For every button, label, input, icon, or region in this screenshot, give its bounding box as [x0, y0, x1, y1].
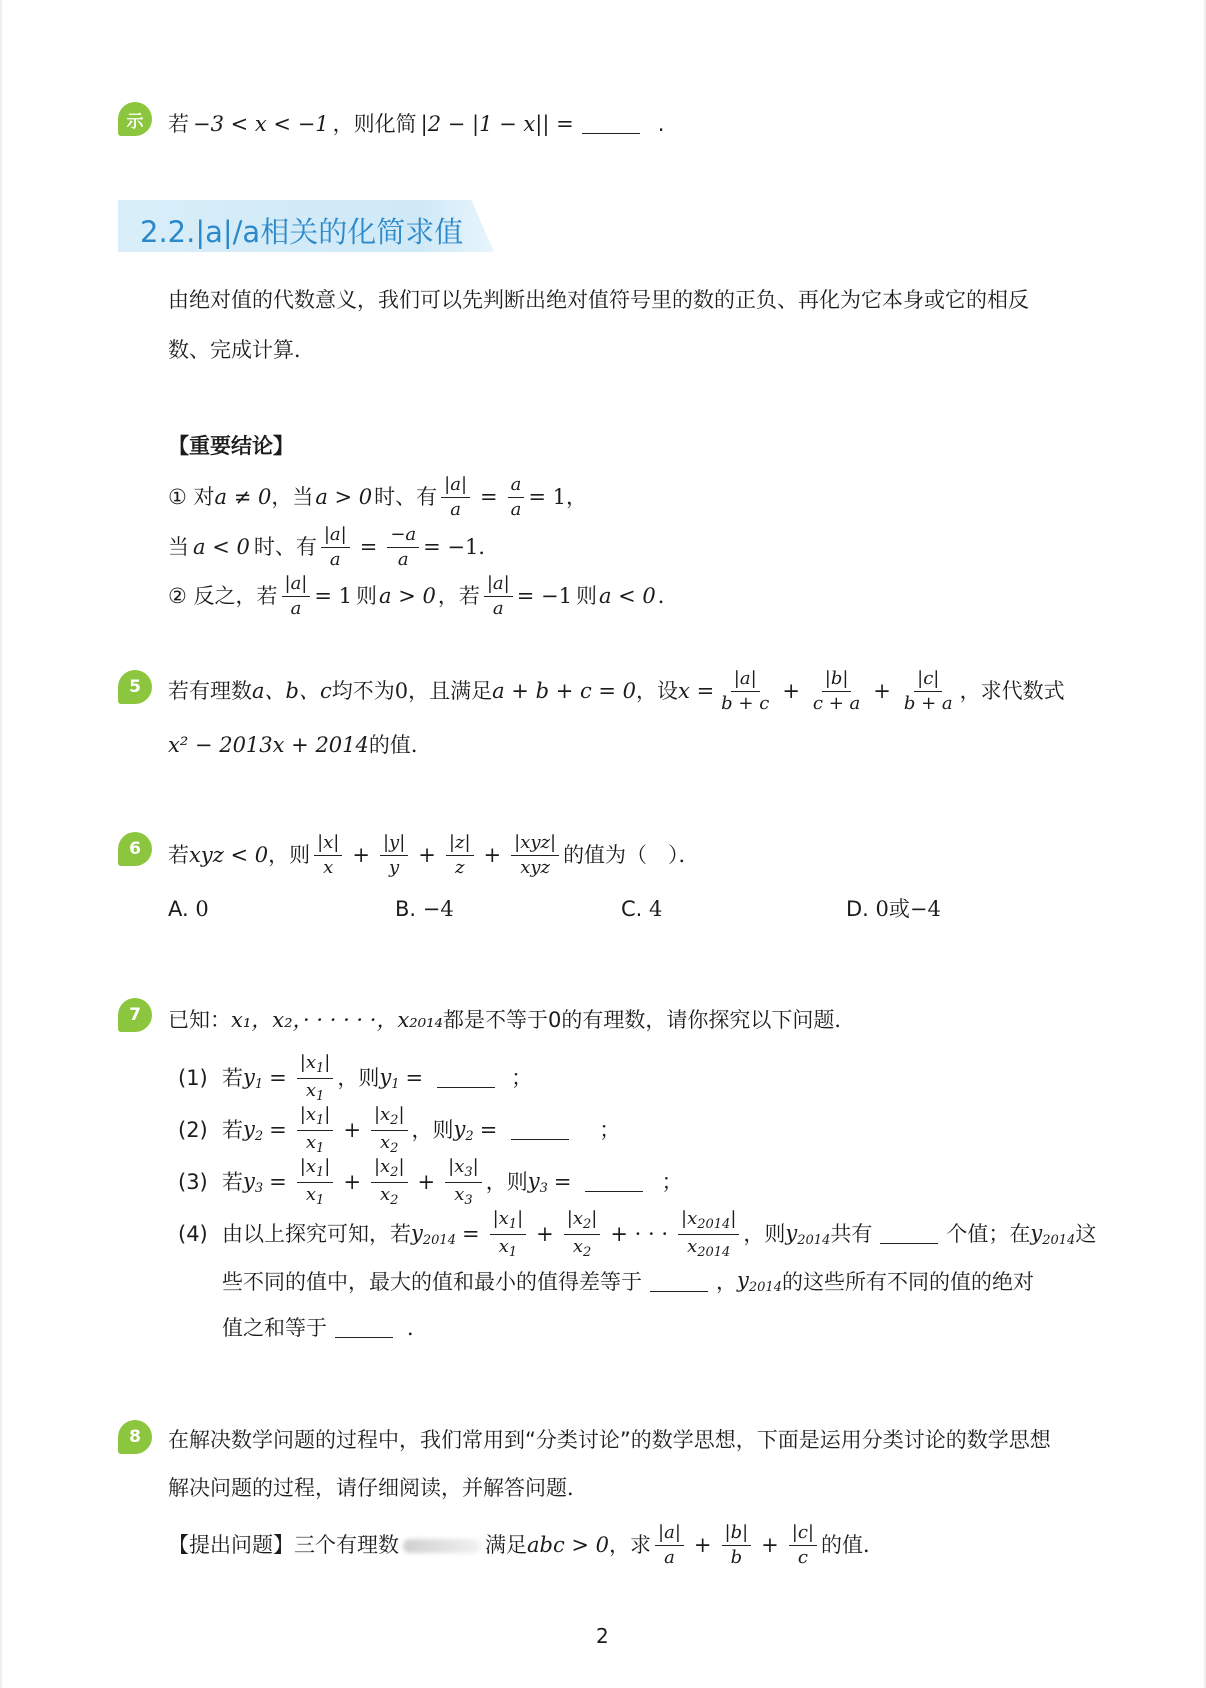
- problem-6-option-a[interactable]: A. 0: [168, 897, 209, 921]
- problem-7-q1: (1) 若 $y_1$ = $\frac{|x_1|}{x_1}$ ，则 $y_1$ = ；: [178, 1052, 533, 1104]
- answer-blank: [650, 1273, 708, 1292]
- problem-7-q4: (4) 由以上探究可知，若 $y_{2014}$ = $\frac{|x_1|}{x_1}$ + $\frac{|x_2|}{x_2}$ + · · · $\frac{|x_{2014}|}{x_{2014}}$ ，则 $y_{2014}$ 共有 个值；在 $y_{2014}$ 这: [178, 1208, 1097, 1260]
- problem-8-line3: 【提出问题】三个有理数 满足 abc > 0 ，求 $\frac{|a|}{a}$ + $\frac{|b|}{b}$ + $\frac{|c|}{c}$ 的值．: [168, 1522, 884, 1568]
- section-intro-line1: 由绝对值的代数意义，我们可以先判断出绝对值符号里的数的正负、再化为它本身或它的相反: [168, 288, 1029, 312]
- section-title: 2.2.|a|/a相关的化简求值: [140, 215, 464, 249]
- conclusion-line-3: ② 反之，若 $\frac{|a|}{a}$ = 1 则 a > 0 ，若 $\frac{|a|}{a}$ = −1 则 a < 0 ．: [168, 573, 679, 619]
- problem-8-line2: 解决问题的过程，请仔细阅读，并解答问题．: [168, 1476, 588, 1500]
- answer-blank: [511, 1121, 569, 1140]
- fraction: $\frac{a}{a}$: [508, 476, 525, 519]
- fraction: $\frac{\text{|xyz|}}{\text{xyz}}$: [511, 834, 559, 877]
- problem-6-option-b[interactable]: B. −4: [395, 897, 454, 921]
- problem-6: 若 xyz < 0 ，则 $\frac{|x|}{x}$ + $\frac{|y|}{y}$ + $\frac{|z|}{z}$ + $\frac{\text{|xyz|}}{\text{xyz}}$ 的值为（ ）．: [168, 832, 700, 878]
- problem-6-option-c[interactable]: C. 4: [621, 897, 663, 921]
- fraction: $\frac{|y|}{y}$: [380, 834, 408, 877]
- fraction: $\frac{|a|}{a}$: [321, 526, 350, 569]
- answer-blank: [335, 1319, 393, 1338]
- fraction: $\frac{|x|}{x}$: [314, 834, 342, 877]
- problem-7-q4-line2: 些不同的值中，最大的值和最小的值得差等于 ， $y_{2014}$ 的这些所有不同的值的绝对: [222, 1268, 1034, 1295]
- problem-4: 若 −3 < x < −1 ，则化简 |2 − |1 − x|| = .: [168, 112, 665, 136]
- section-intro-line2: 数、完成计算．: [168, 338, 315, 362]
- fraction: $\frac{|b|}{c + a}$: [812, 668, 861, 714]
- problem-badge-8: 8: [118, 1420, 152, 1454]
- answer-blank: [585, 1173, 643, 1192]
- fraction: $\frac{|z|}{z}$: [446, 834, 474, 877]
- answer-blank: [582, 115, 640, 134]
- fraction: $\frac{|x_1|}{x_1}$: [297, 1054, 334, 1103]
- blurred-text: [403, 1539, 481, 1553]
- fraction: $\frac{|a|}{a}$: [282, 575, 311, 618]
- problem-badge-7: 7: [118, 998, 152, 1032]
- fraction: $\frac{|x_1|}{x_1}$: [297, 1158, 334, 1207]
- left-page-edge: [0, 0, 2, 1688]
- problem-badge-4: 示: [118, 102, 152, 136]
- fraction: $\frac{|x_1|}{x_1}$: [490, 1210, 527, 1259]
- problem-badge-6: 6: [118, 832, 152, 866]
- fraction: $\frac{|x_{2014}|}{x_{2014}}$: [678, 1210, 739, 1259]
- answer-blank: [880, 1225, 938, 1244]
- page-number: 2: [596, 1624, 609, 1648]
- fraction: $\frac{|a|}{b + c}$: [721, 668, 770, 714]
- fraction: $\frac{|x_1|}{x_1}$: [297, 1106, 334, 1155]
- fraction: $\frac{|b|}{b}$: [722, 1524, 752, 1567]
- fraction: $\frac{|a|}{a}$: [484, 575, 513, 618]
- answer-blank: [437, 1069, 495, 1088]
- problem-6-option-d[interactable]: D. 0或−4: [846, 897, 941, 921]
- conclusion-heading: 【重要结论】: [168, 434, 294, 458]
- problem-5: 若有理数 a、b、c 均不为 0 ，且满足 a + b + c = 0 ，设 x = $\frac{|a|}{b + c}$ + $\frac{|b|}{c + a}$ + $\frac{|c|}{b + a}$ ，求代数式: [168, 668, 1065, 714]
- conclusion-line-1: ① 对 a ≠ 0 ，当 a > 0 时、有 $\frac{|a|}{a}$ = $\frac{a}{a}$ = 1 ，: [168, 474, 588, 520]
- fraction: $\frac{-a}{a}$: [387, 526, 419, 569]
- fraction: $\frac{|x_2|}{x_2}$: [371, 1158, 408, 1207]
- fraction: $\frac{|x_2|}{x_2}$: [371, 1106, 408, 1155]
- problem-5-line2: x² − 2013x + 2014 的值．: [168, 733, 432, 757]
- conclusion-line-2: 当 a < 0 时、有 $\frac{|a|}{a}$ = $\frac{-a}{a}$ = −1 ．: [168, 524, 500, 570]
- fraction: $\frac{|a|}{a}$: [655, 1524, 684, 1567]
- problem-7-q2: (2) 若 $y_2$ = $\frac{|x_1|}{x_1}$ + $\frac{|x_2|}{x_2}$ ，则 $y_2$ = ；: [178, 1104, 621, 1156]
- fraction: $\frac{|a|}{a}$: [441, 476, 470, 519]
- problem-7-stem: 已知： x₁，x₂，· · · · · ·，x₂₀₁₄ 都是不等于0的有理数，请你探究以下问题．: [168, 1008, 856, 1032]
- fraction: $\frac{|x_2|}{x_2}$: [564, 1210, 601, 1259]
- fraction: $\frac{|c|}{b + a}$: [903, 668, 953, 714]
- problem-badge-5: 5: [118, 670, 152, 704]
- fraction: $\frac{|x_3|}{x_3}$: [445, 1158, 482, 1207]
- fraction: $\frac{|c|}{c}$: [789, 1524, 817, 1567]
- problem-7-q4-line3: 值之和等于 ．: [222, 1316, 428, 1340]
- problem-8-line1: 在解决数学问题的过程中，我们常用到“分类讨论”的数学思想，下面是运用分类讨论的数学思想: [168, 1428, 1051, 1452]
- problem-7-q3: (3) 若 $y_3$ = $\frac{|x_1|}{x_1}$ + $\frac{|x_2|}{x_2}$ + $\frac{|x_3|}{x_3}$ ，则 $y_3$ = ；: [178, 1156, 683, 1208]
